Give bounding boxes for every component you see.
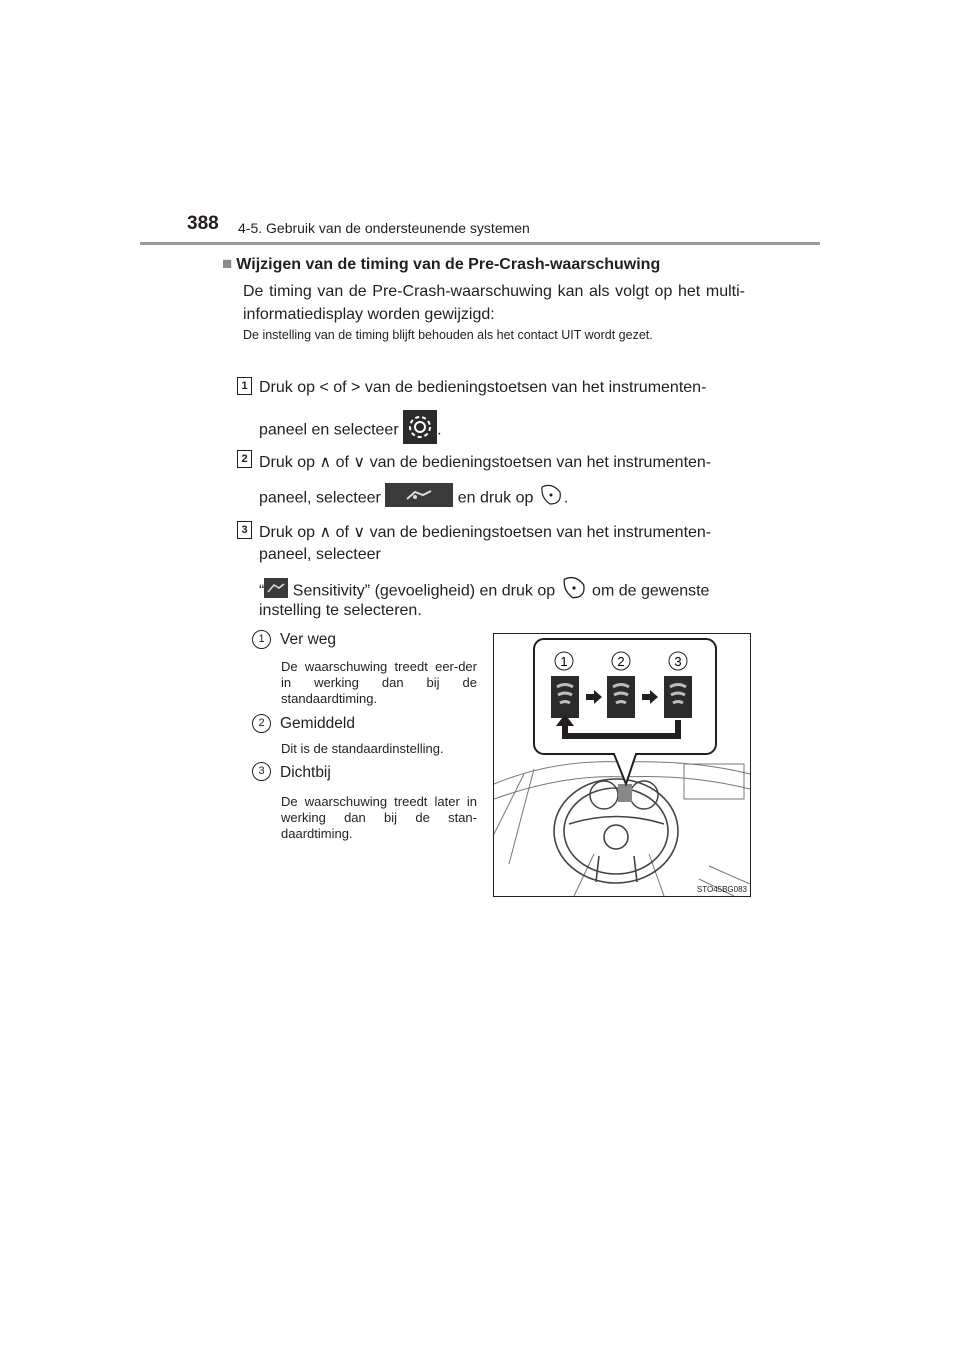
figure-steering-display xyxy=(493,633,751,897)
step-1-number: 1 xyxy=(237,377,252,395)
option-1-label: Ver weg xyxy=(280,631,337,648)
ok-button-icon xyxy=(538,482,564,515)
section-title-text: Wijzigen van de timing van de Pre-Crash-waarschuwing xyxy=(236,256,661,273)
option-2-desc: Dit is de standaardinstelling. xyxy=(281,741,444,756)
option-3-number: 3 xyxy=(252,762,271,781)
step-3-line1: Druk op ∧ of ∨ van de bedieningstoetsen van het instrumenten- xyxy=(259,524,712,541)
option-1-number: 1 xyxy=(252,630,271,649)
callout-1: 1 xyxy=(560,654,568,669)
option-2-label: Gemiddeld xyxy=(280,715,355,732)
header-rule xyxy=(140,242,820,245)
sensitivity-display-1 xyxy=(551,676,579,718)
step-3-line4: instelling te selecteren. xyxy=(259,602,422,619)
callout-2: 2 xyxy=(617,654,625,669)
step-1-line1: Druk op < of > van de bedieningstoetsen van het instrumenten- xyxy=(259,379,707,396)
step-3-line3: “ Sensitivity” (gevoeligheid) en druk op om de gewenste xyxy=(259,574,745,609)
gear-icon xyxy=(403,410,437,451)
figure-illustration xyxy=(494,634,750,896)
chapter-title: 4-5. Gebruik van de ondersteunende systemen xyxy=(238,220,530,236)
option-1-desc: De waarschuwing treedt eer-der in werking dan bij de standaardtiming. xyxy=(281,659,477,706)
option-2-number: 2 xyxy=(252,714,271,733)
step-2-line2: paneel, selecteer en druk op . xyxy=(259,482,745,515)
sensitivity-display-3 xyxy=(664,676,692,718)
sensitivity-display-2 xyxy=(607,676,635,718)
figure-code: STO45BG083 xyxy=(696,885,747,894)
step-3-number: 3 xyxy=(237,521,252,539)
option-3-desc: De waarschuwing treedt later in werking dan bij de stan-daardtiming. xyxy=(281,794,477,841)
step-1-line2: paneel en selecteer . xyxy=(259,410,745,451)
square-bullet-icon: ■ xyxy=(222,254,233,273)
step-2-line1: Druk op ∧ of ∨ van de bedieningstoetsen van het instrumenten- xyxy=(259,454,712,471)
pre-crash-icon xyxy=(385,483,453,514)
section-title xyxy=(222,254,660,274)
callout-3: 3 xyxy=(674,654,682,669)
note-paragraph: De instelling van de timing blijft behouden als het contact UIT wordt gezet. xyxy=(243,328,653,342)
page-number: 388 xyxy=(187,213,219,234)
option-3-label: Dichtbij xyxy=(280,764,331,781)
step-2-number: 2 xyxy=(237,450,252,468)
step-3-line2: paneel, selecteer xyxy=(259,546,381,563)
intro-paragraph: De timing van de Pre-Crash-waarschuwing kan als volgt op het multi-informatiedisplay worden gewijzigd: xyxy=(243,283,745,323)
